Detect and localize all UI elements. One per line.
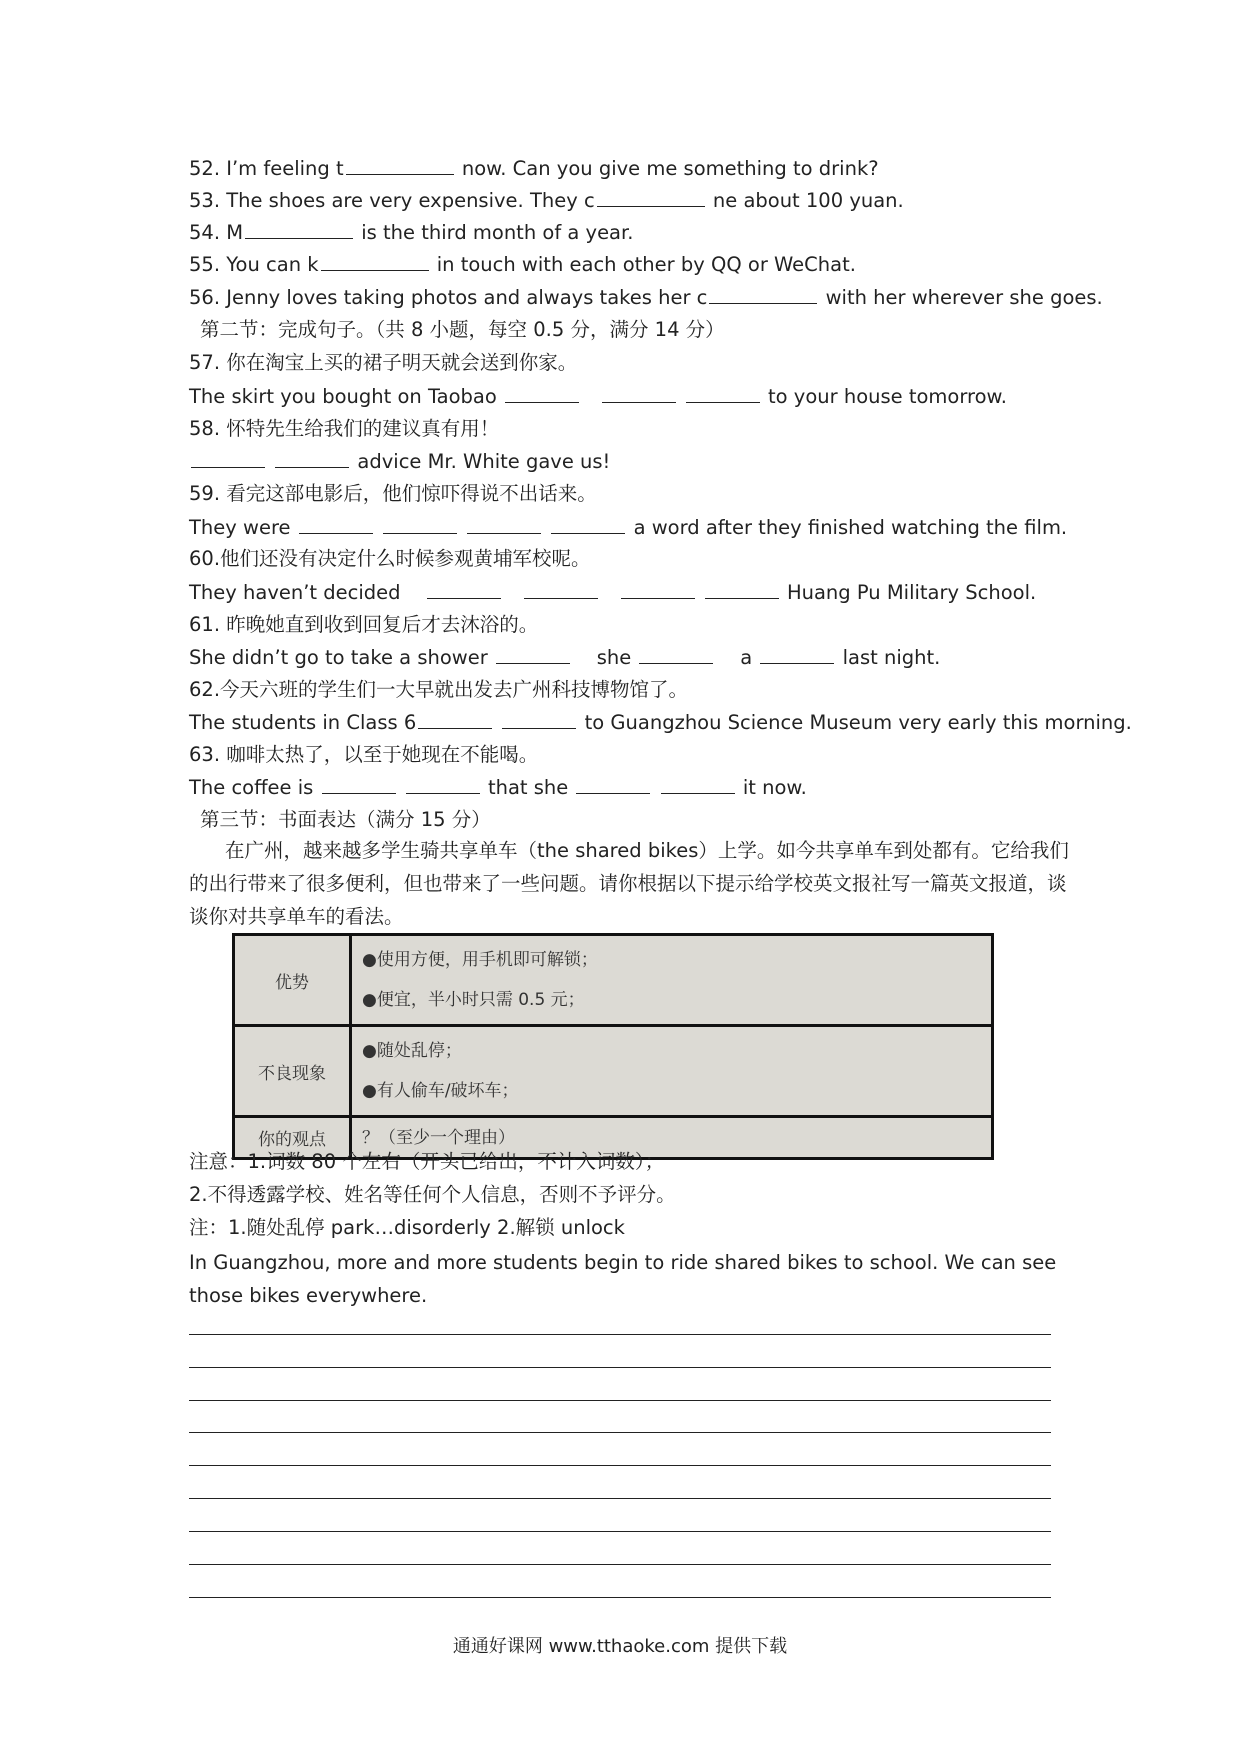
answer-blank[interactable] xyxy=(639,643,713,664)
question-63: The coffee is that she it now. xyxy=(189,773,807,802)
answer-blank[interactable] xyxy=(502,708,576,729)
answer-blank[interactable] xyxy=(322,773,396,794)
question-61: She didn’t go to take a shower she a last night. xyxy=(189,643,940,672)
answer-blank[interactable] xyxy=(576,773,650,794)
question-63-chinese: 63. 咖啡太热了，以至于她现在不能喝。 xyxy=(189,743,539,766)
writing-line[interactable] xyxy=(189,1531,1051,1532)
answer-blank[interactable] xyxy=(418,708,492,729)
writing-prompt: 在广州，越来越多学生骑共享单车（the shared bikes）上学。如今共享单车到处都有。它给我们的出行带来了很多便利，但也带来了一些问题。请你根据以下提示给学校英文报社写一篇英文报道，谈谈你对共享单车的看法。 xyxy=(189,839,1069,928)
answer-blank[interactable] xyxy=(760,643,834,664)
page-footer: 通通好课网 www.tthaoke.com 提供下载 xyxy=(452,1636,788,1657)
question-59-chinese: 59. 看完这部电影后，他们惊吓得说不出话来。 xyxy=(189,482,597,505)
section-3-heading: 第三节：书面表达（满分 15 分） xyxy=(200,808,491,831)
question-62-chinese: 62.今天六班的学生们一大早就出发去广州科技博物馆了。 xyxy=(189,678,689,701)
essay-opening: In Guangzhou, more and more students begin to ride shared bikes to school. We can see those bikes everywhere. xyxy=(189,1251,1057,1307)
answer-blank[interactable] xyxy=(551,513,625,534)
answer-blank[interactable] xyxy=(705,578,779,599)
table-row xyxy=(234,935,993,1026)
question-60: They haven’t decided Huang Pu Military School. xyxy=(189,578,1036,607)
answer-blank[interactable] xyxy=(383,513,457,534)
question-58-chinese: 58. 怀特先生给我们的建议真有用！ xyxy=(189,417,500,440)
writing-line[interactable] xyxy=(189,1597,1051,1598)
note-1: 注意：1.词数 80 个左右（开头已给出，不计入词数）； xyxy=(189,1150,665,1173)
question-60-chinese: 60.他们还没有决定什么时候参观黄埔军校呢。 xyxy=(189,547,591,570)
question-62: The students in Class 6 to Guangzhou Science Museum very early this morning. xyxy=(189,708,1132,737)
answer-blank[interactable] xyxy=(661,773,735,794)
row-header: 你的观点 xyxy=(234,1117,351,1159)
answer-blank[interactable] xyxy=(597,186,705,207)
answer-blank[interactable] xyxy=(496,643,570,664)
writing-line[interactable] xyxy=(189,1400,1051,1401)
answer-blank[interactable] xyxy=(275,447,349,468)
answer-blank[interactable] xyxy=(505,382,579,403)
note-3: 注：1.随处乱停 park…disorderly 2.解锁 unlock xyxy=(189,1216,625,1239)
writing-line[interactable] xyxy=(189,1432,1051,1433)
row-content: ？（至少一个理由） xyxy=(351,1117,993,1159)
answer-blank[interactable] xyxy=(602,382,676,403)
answer-blank[interactable] xyxy=(621,578,695,599)
row-content: ●使用方便，用手机即可解锁； ●便宜，半小时只需 0.5 元； xyxy=(351,935,993,1026)
answer-blank[interactable] xyxy=(467,513,541,534)
answer-blank[interactable] xyxy=(245,218,353,239)
answer-blank[interactable] xyxy=(709,283,817,304)
question-57-chinese: 57. 你在淘宝上买的裙子明天就会送到你家。 xyxy=(189,351,578,374)
answer-blank[interactable] xyxy=(346,154,454,175)
row-header: 不良现象 xyxy=(234,1026,351,1117)
answer-blank[interactable] xyxy=(299,513,373,534)
question-61-chinese: 61. 昨晚她直到收到回复后才去沐浴的。 xyxy=(189,613,539,636)
question-57: The skirt you bought on Taobao to your house tomorrow. xyxy=(189,382,1007,411)
answer-blank[interactable] xyxy=(427,578,501,599)
note-2: 2.不得透露学校、姓名等任何个人信息，否则不予评分。 xyxy=(189,1183,676,1206)
row-content: ●随处乱停； ●有人偷车/破坏车； xyxy=(351,1026,993,1117)
answer-blank[interactable] xyxy=(686,382,760,403)
question-56: 56. Jenny loves taking photos and always takes her c with her wherever she goes. xyxy=(189,283,1103,312)
answer-blank[interactable] xyxy=(524,578,598,599)
answer-blank[interactable] xyxy=(406,773,480,794)
row-header: 优势 xyxy=(234,935,351,1026)
writing-line[interactable] xyxy=(189,1367,1051,1368)
hint-table xyxy=(232,933,994,1160)
writing-line[interactable] xyxy=(189,1564,1051,1565)
table-row xyxy=(234,1026,993,1117)
writing-line[interactable] xyxy=(189,1498,1051,1499)
question-58: advice Mr. White gave us! xyxy=(189,447,610,476)
writing-line[interactable] xyxy=(189,1465,1051,1466)
section-2-heading: 第二节：完成句子。（共 8 小题，每空 0.5 分，满分 14 分） xyxy=(200,318,725,341)
question-55: 55. You can k in touch with each other by QQ or WeChat. xyxy=(189,250,856,279)
question-59: They were a word after they finished watching the film. xyxy=(189,513,1067,542)
question-54: 54. M is the third month of a year. xyxy=(189,218,633,247)
writing-line[interactable] xyxy=(189,1334,1051,1335)
question-53: 53. The shoes are very expensive. They c ne about 100 yuan. xyxy=(189,186,904,215)
question-52: 52. I’m feeling t now. Can you give me something to drink? xyxy=(189,154,879,183)
answer-blank[interactable] xyxy=(191,447,265,468)
answer-blank[interactable] xyxy=(321,250,429,271)
